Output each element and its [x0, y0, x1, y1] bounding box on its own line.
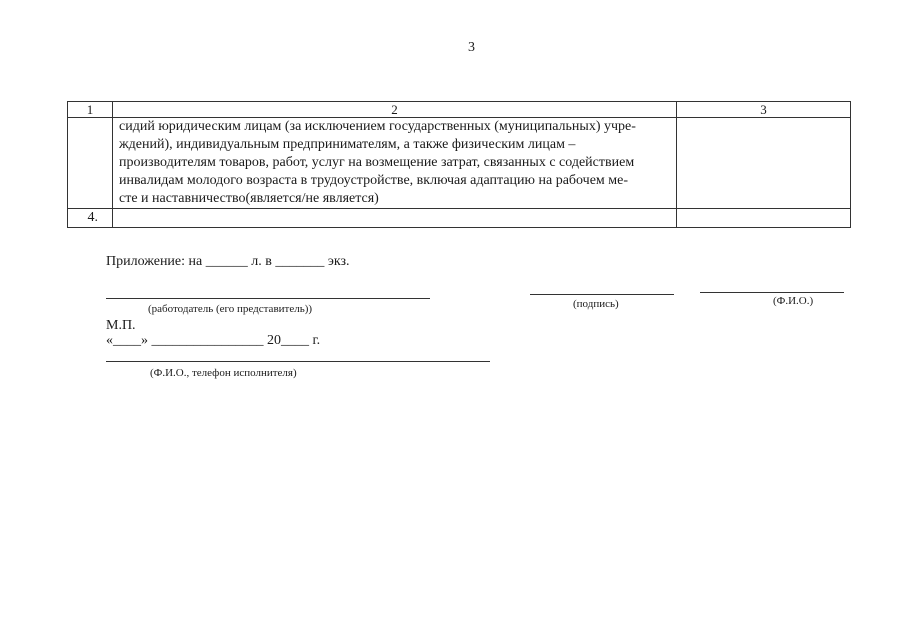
- row-number-cell: 4.: [68, 209, 113, 228]
- executor-line: [106, 361, 490, 362]
- name-line: [700, 292, 844, 293]
- description-line: ждений), индивидуальным предпринимателям, а также физическим лицам –: [119, 137, 576, 152]
- stamp-label: М.П.: [106, 318, 136, 333]
- signature-line: [530, 294, 674, 295]
- description-cell: [113, 118, 677, 209]
- header-col-1: 1: [68, 102, 113, 118]
- header-col-2: 2: [113, 102, 677, 118]
- description-line: сидий юридическим лицам (за исключением государственных (муниципальных) учре-: [119, 119, 636, 134]
- description-text: [113, 118, 676, 208]
- row-number-cell: [68, 118, 113, 209]
- name-caption: (Ф.И.О.): [773, 295, 814, 307]
- table-row: [68, 209, 851, 228]
- description-cell: [113, 209, 677, 228]
- employer-signature-line: [106, 298, 430, 299]
- table-row: [68, 118, 851, 209]
- employer-caption: (работодатель (его представитель)): [148, 303, 313, 315]
- date-line: «____» ________________ 20____ г.: [106, 333, 321, 348]
- description-line: сте и наставничество(является/не является): [119, 191, 379, 206]
- value-cell: [677, 209, 851, 228]
- application-table: [67, 101, 851, 228]
- value-cell: [677, 118, 851, 209]
- page-number: 3: [468, 40, 475, 55]
- table-header-row: [68, 102, 851, 118]
- description-line: инвалидам молодого возраста в трудоустройстве, включая адаптацию на рабочем ме-: [119, 173, 629, 188]
- signature-caption: (подпись): [573, 298, 619, 310]
- header-col-3: 3: [677, 102, 851, 118]
- appendix-line: Приложение: на ______ л. в _______ экз.: [106, 254, 350, 269]
- executor-caption: (Ф.И.О., телефон исполнителя): [150, 367, 297, 379]
- description-line: производителям товаров, работ, услуг на возмещение затрат, связанных с содействием: [119, 155, 635, 170]
